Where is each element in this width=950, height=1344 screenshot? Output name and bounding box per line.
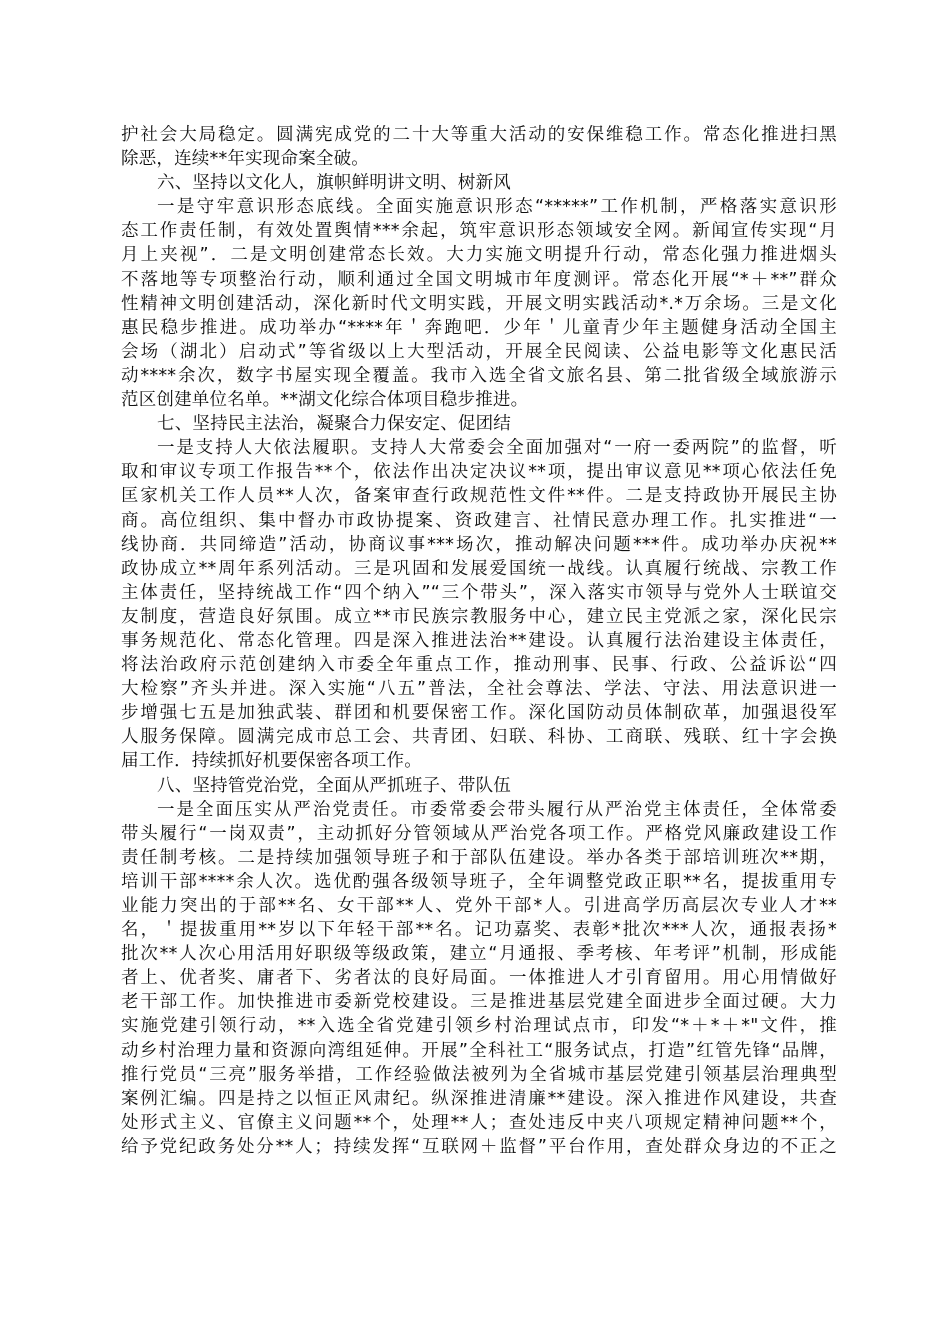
- text-line: 培训干部****余人次。选优酌强各级领导班子，全年调整党政正职**名，提拔重用专: [121, 871, 837, 892]
- text-line: 匡家机关工作人员**人次，备案审查行政规范性文件**件。二是支持政协开展民主协: [121, 486, 837, 507]
- text-line: 处形式主义、官僚主义问题**个，处理**人；查处违反中夹八项规定精神问题**个，: [121, 1112, 837, 1133]
- text-line: 护社会大局稳定。圆满宪成党的二十大等重大活动的安保维稳工作。常态化推进扫黑: [121, 125, 837, 145]
- text-line: 责任制考核。二是持续加强领导班子和于部队伍建设。举办各类于部培训班次**期，: [121, 847, 837, 868]
- text-line: 届工作．持续抓好机要保密各项工作。: [121, 751, 422, 772]
- text-line: 带头履行“一岗双责”，主动抓好分管领域从严治党各项工作。严格党风廉政建设工作: [121, 823, 837, 844]
- text-line: 惠民稳步推进。成功举办“****年＇奔跑吧．少年＇儿童青少年主题健身活动全国主: [121, 317, 837, 338]
- text-line: 动乡村治理力量和资源向湾组延伸。开展”全科社工“服务试点，打造”红管先锋“品牌，: [121, 1040, 837, 1061]
- text-line: 给予党纪政务处分**人；持续发挥“互联网＋监督”平台作用，查处群众身边的不正之: [121, 1136, 837, 1157]
- document-page: [121, 123, 837, 1159]
- text-line: 态工作责任制，有效处置舆情***余起，筑牢意识形态领域安全网。新闻宣传实现“月: [121, 221, 837, 242]
- text-line: 实施党建引领行动，**入选全省党建引领乡村治理试点市，印发“*＋*＋*"文件，推: [121, 1016, 837, 1037]
- text-line: 商。高位组织、集中督办市政协提案、资政建言、社情民意办理工作。扎实推进“一: [121, 510, 837, 531]
- text-line: 批次**人次心用活用好职级等级政策，建立“月通报、季考核、年考评”机制，形成能: [121, 944, 837, 965]
- text-line: 会场（湖北）启动式”等省级以上大型活动，开展全民阅读、公益电影等文化惠民活: [121, 341, 837, 362]
- section-heading: 六、坚持以文化人，旗帜鲜明讲文明、树新风: [157, 173, 511, 194]
- text-line: 将法治政府示范创建纳入市委全年重点工作，推动刑事、民事、行政、公益诉讼“四: [121, 655, 837, 676]
- text-line: 案例汇编。四是持之以恒正风肃纪。纵深推进清廉**建设。深入推进作风建设，共查: [121, 1088, 837, 1109]
- section-heading: 八、坚持管党治党，全面从严抓班子、带队伍: [157, 775, 511, 796]
- text-line: 名，＇提拔重用**岁以下年轻干部**名。记功嘉奖、表彰*批次***人次，通报表扬*: [121, 920, 837, 941]
- text-line: 人服务保障。圆满完成市总工会、共青团、妇联、科协、工商联、残联、红十字会换: [121, 727, 837, 748]
- text-line: 取和审议专项工作报告**个，依法作出决定决议**项，提出审议意见**项心依法任免: [121, 462, 837, 483]
- text-line: 一是全面压实从严治党责任。市委常委会带头履行从严治党主体责任，全体常委: [157, 799, 837, 820]
- text-line: 大检察”齐头并进。深入实施“八五”普法，全社会尊法、学法、守法、用法意识进一: [121, 679, 837, 700]
- text-line: 事务规范化、常态化管理。四是深入推进法治**建设。认真履行法治建设主体责任，: [121, 630, 837, 651]
- section-heading: 七、坚持民主法治，凝聚合力保安定、促团结: [157, 414, 511, 435]
- text-line: 推行党员“三亮”服务举措，工作经验做法被列为全省城市基层党建引领基层治理典型: [121, 1064, 837, 1085]
- text-line: 范区创建单位名单。**湖文化综合体项目稳步推进。: [121, 390, 529, 411]
- text-line: 月上夹视”．二是文明创建常态长效。大力实施文明提升行动，常态化强力推进烟头: [121, 245, 837, 266]
- text-line: 主体责任，坚持统战工作“四个纳入”“三个带头”，深入落实市领导与党外人士联谊交: [121, 582, 837, 603]
- text-line: 一是守牢意识形态底线。全面实施意识形态“*****”工作机制，严格落实意识形: [157, 197, 837, 218]
- text-line: 不落地等专项整治行动，顺利通过全国文明城市年度测评。常态化开展“*＋**”群众: [121, 269, 837, 290]
- text-line: 线协商．共同缔造”活动，协商议事***场次，推动解决问题***件。成功举办庆祝**: [121, 534, 837, 555]
- text-line: 友制度，营造良好氛围。成立**市民族宗教服务中心，建立民主党派之家，深化民宗: [121, 606, 837, 627]
- text-line: 动****余次，数字书屋实现全覆盖。我市入选全省文旅名县、第二批省级全域旅游示: [121, 365, 837, 386]
- text-line: 除恶，连续**年实现命案全破。: [121, 149, 369, 170]
- text-line: 性精神文明创建活动，深化新时代文明实践，开展文明实践活动*.*万余场。三是文化: [121, 293, 837, 314]
- text-line: 政协成立**周年系列活动。三是巩固和发展爱国统一战线。认真履行统战、宗教工作: [121, 558, 837, 579]
- text-line: 步增强七五是加独武装、群团和机要保密工作。深化国防动员体制砍革，加强退役军: [121, 703, 837, 724]
- text-line: 者上、优者奖、庸者下、劣者汰的良好局面。一体推进人才引育留用。用心用情做好: [121, 968, 837, 989]
- text-line: 一是支持人大依法履职。支持人大常委会全面加强对“一府一委两院”的监督，听: [157, 438, 837, 459]
- text-line: 业能力突出的于部**名、女干部**人、党外干部*人。引进高学历高层次专业人才**: [121, 896, 837, 916]
- text-line: 老干部工作。加快推进市委新党校建设。三是推进基层党建全面进步全面过硬。大力: [121, 992, 837, 1013]
